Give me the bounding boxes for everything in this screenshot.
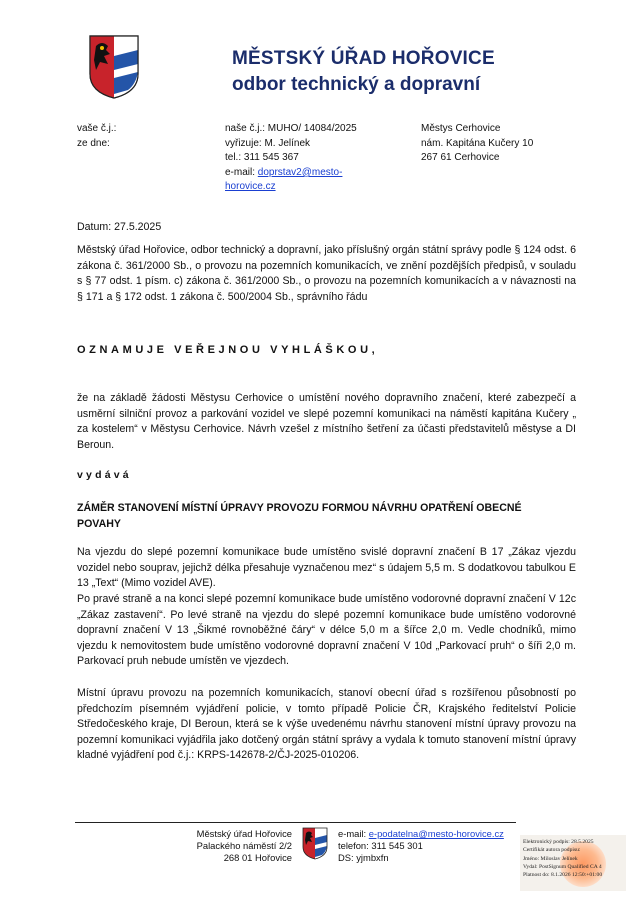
document-date: Datum: 27.5.2025 <box>77 221 162 233</box>
footer-email-link[interactable]: e-podatelna@mesto-horovice.cz <box>368 828 504 839</box>
intro-paragraph: Městský úřad Hořovice, odbor technický a dopravní, jako příslušný orgán státní správy podle § 124 odst. 6 zákona č. 361/2000 Sb., o provozu na pozemních komunikacích, ve znění pozdějších předpisů, v souladu s § 77 odst. 1 písm. c) zákona č. 361/2000 Sb., o provozu na pozemních komunikacích a v návaznosti na § 171 a § 172 odst. 1 zákona č. 500/2004 Sb., správního řádu <box>77 244 576 303</box>
signature-text <box>523 838 602 879</box>
issues-label: vydává <box>77 469 132 481</box>
our-reference-block <box>225 122 357 195</box>
footer-street: Palackého náměstí 2/2 <box>196 840 292 852</box>
recipient-city: 267 61 Cerhovice <box>421 152 500 164</box>
your-reference-block <box>77 122 116 151</box>
body-paragraph-3: Místní úpravu provozu na pozemních komunikacích, stanoví obecní úřad s rozšířenou působností po předchozím písemném vyjádření policie, v tomto případě Policie ČR, Krajského ředitelství Policie Středočeského kraje, DI Beroun, která se k výše uvedenému návrhu stanovení místní úpravy provozu na pozemní komunikaci vyjádřila jako dotčený orgán státní správy a vydala k tomuto stanovení místní úpravy kladné vyjádření pod č.j.: KRPS-142678-2/ČJ-2025-010206. <box>77 687 576 762</box>
email-link-continued[interactable]: horovice.cz <box>225 181 276 193</box>
date-label: ze dne: <box>77 137 110 149</box>
signature-line-5: Platnost do: 8.1.2026 12:50:+01:00 <box>523 872 603 879</box>
footer-phone: telefon: 311 545 301 <box>338 840 423 852</box>
recipient-street: nám. Kapitána Kučery 10 <box>421 137 534 149</box>
footer-contacts <box>338 828 504 865</box>
your-ref-label: vaše č.j.: <box>77 123 117 134</box>
signature-line-2: Certifikát autora podpisu: <box>523 847 581 854</box>
our-ref: naše č.j.: MUHO/ 14084/2025 <box>225 123 357 134</box>
footer-email-label: e-mail: <box>338 828 367 839</box>
decision-heading: ZÁMĚR STANOVENÍ MÍSTNÍ ÚPRAVY PROVOZU FORMOU NÁVRHU OPATŘENÍ OBECNÉ POVAHY <box>77 502 522 530</box>
office-title: MĚSTSKÝ ÚŘAD HOŘOVICE <box>232 48 495 69</box>
email-label: e-mail: <box>225 166 256 178</box>
announcement-heading: OZNAMUJE VEŘEJNOU VYHLÁŠKOU, <box>77 344 379 356</box>
footer-office: Městský úřad Hořovice <box>196 828 292 839</box>
department-subtitle: odbor technický a dopravní <box>232 74 481 95</box>
city-crest-logo <box>88 34 140 100</box>
footer-ds: DS: yjmbxfn <box>338 852 389 864</box>
handled-by: vyřizuje: M. Jelínek <box>225 137 311 149</box>
email-row <box>225 166 357 181</box>
reason-paragraph: že na základě žádosti Městysu Cerhovice o umístění nového dopravního značení, které zabezpečí a usměrní silniční provoz a parkování vozidel ve slepé pozemní komunikaci na náměstí kapitána Kučery „ za kostelem“ v Městysu Cerhovice. Návrh vzešel z místního šetření za účasti představitelů městyse a DI Beroun. <box>77 392 576 451</box>
body-paragraph-2: Po pravé straně a na konci slepé pozemní komunikace bude umístěno vodorovné dopravní značení V 12c „Zákaz zastavení“. Po levé straně na vjezdu do slepé pozemní komunikace bude umístěno vodorovné dopravní značení V 13 „Šikmé rovnoběžné čáry“ v délce 5,0 m a šířce 2,0 m. Vedle chodníků, mimo vjezdu k nemovitostem bude umístěno vodorovné dopravní značení V 10d „Parkovací pruh“ o šíři 2,0 m. Parkovací pruh nebude umístěn ve vjezdech. <box>77 593 576 668</box>
signature-line-3: Jméno: Miloslav Jelínek <box>523 855 578 862</box>
electronic-signature-stamp <box>520 835 626 891</box>
recipient-address <box>421 122 533 166</box>
footer-address <box>150 828 292 865</box>
footer-crest-logo <box>302 827 328 860</box>
footer-city: 268 01 Hořovice <box>223 852 292 864</box>
phone: tel.: 311 545 367 <box>225 152 299 164</box>
recipient-name: Městys Cerhovice <box>421 123 501 134</box>
body-paragraph-1: Na vjezdu do slepé pozemní komunikace bude umístěno svislé dopravní značení B 17 „Zákaz vjezdu vozidel nebo souprav, jejichž délka přesahuje vyznačenou mez“ s údajem 5,5 m. S dodatkovou tabulkou E 13 „Text“ (Mimo vozidel AVE). <box>77 546 576 590</box>
signature-line-4: Vydal: PostSignum Qualified CA 4 <box>523 863 602 870</box>
signature-line-1: Elektronický podpis: 28.5.2025 <box>523 839 594 845</box>
email-link[interactable]: doprstav2@mesto- <box>257 166 343 178</box>
footer-email-row <box>338 828 504 840</box>
footer-divider <box>75 822 516 823</box>
